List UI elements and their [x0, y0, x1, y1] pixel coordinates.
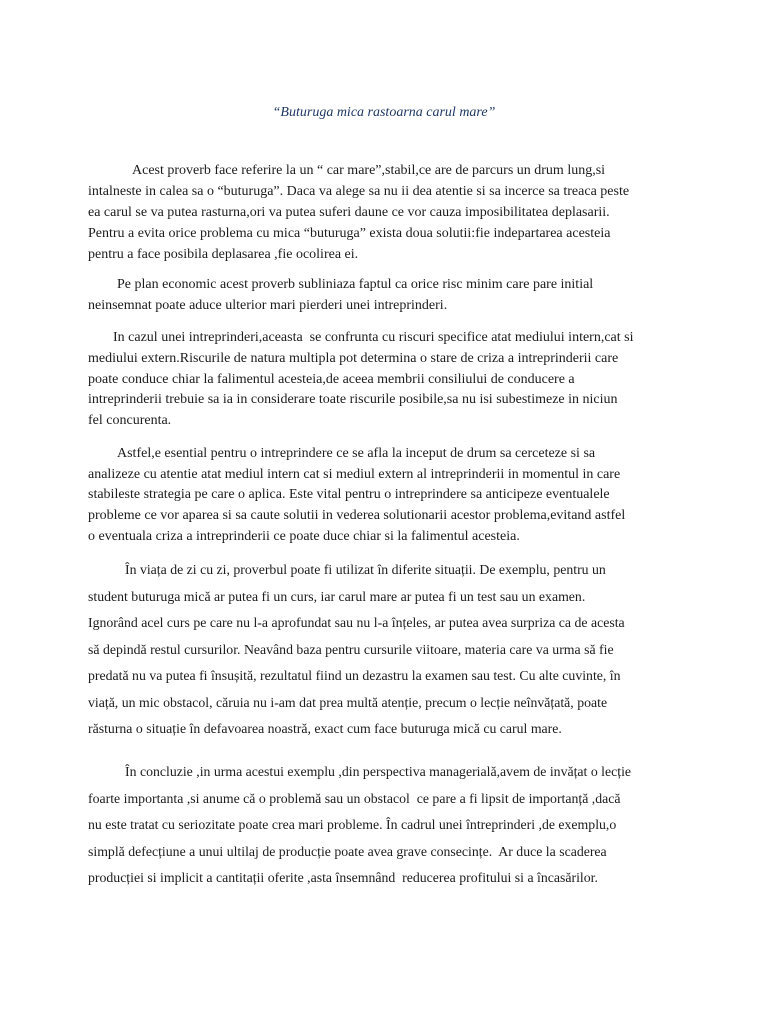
- paragraph-line: Acest proverb face referire la un “ car mare”,stabil,ce are de parcurs un drum lung,si: [132, 163, 606, 178]
- paragraph-line: producției si implicit a cantitații oferite ,asta însemnând reducerea profitului si a încasărilor.: [88, 870, 598, 885]
- paragraph-line: neinsemnat poate aduce ulterior mari pierderi unei intreprinderi.: [88, 297, 448, 313]
- paragraph-line: răsturna o situație în defavoarea noastră, exact cum face buturuga mică cu carul mare.: [88, 721, 562, 736]
- paragraph-line: o eventuala criza a intreprinderii ce poate duce chiar si la falimentul acesteia.: [88, 528, 520, 544]
- document-title: “Buturuga mica rastoarna carul mare”: [272, 105, 496, 120]
- paragraph-line: poate conduce chiar la falimentul acesteia,de aceea membrii consiliului de conducere a: [88, 371, 575, 387]
- paragraph-line: viață, un mic obstacol, căruia nu i-am dat prea multă atenție, precum o lecție neînvățată, poate: [88, 694, 608, 710]
- paragraph-line: Pentru a evita orice problema cu mica “buturuga” exista doua solutii:fie indepartarea acesteia: [88, 226, 611, 241]
- paragraph-6: [88, 759, 728, 892]
- paragraph-line: ea carul se va putea rasturna,ori va putea suferi daune ce vor cauza imposibilitatea deplasarii.: [88, 205, 610, 220]
- paragraph-line: intalneste in calea sa o “buturuga”. Daca va alege sa nu ii dea atentie si sa incerce sa treaca peste: [88, 184, 630, 199]
- paragraph-line: intreprinderii trebuie sa ia in considerare toate riscurile posibile,sa nu isi subestimeze in niciun: [88, 392, 618, 408]
- paragraph-1: [88, 160, 728, 265]
- paragraph-line: pentru a face posibila deplasarea ,fie ocolirea ei.: [88, 247, 359, 262]
- paragraph-line: student buturuga mică ar putea fi un curs, iar carul mare ar putea fi un test sau un examen.: [88, 588, 586, 604]
- paragraph-line: analizeze cu atentie atat mediul intern cat si mediul extern al intreprinderii in momentul in care: [88, 466, 621, 482]
- paragraph-line: nu este tratat cu seriozitate poate crea mari probleme. În cadrul unei întreprinderi ,de exemplu,o: [88, 817, 617, 832]
- paragraph-3: [88, 328, 728, 432]
- paragraph-line: mediului extern.Riscurile de natura multipla pot determina o stare de criza a intreprinderii care: [88, 350, 619, 366]
- paragraph-line: Astfel,e esential pentru o intreprindere ce se afla la inceput de drum sa cerceteze si sa: [117, 446, 596, 461]
- paragraph-line: simplă defecțiune a unui ultilaj de producție poate avea grave consecințe. Ar duce la scaderea: [88, 843, 607, 859]
- paragraph-line: foarte importanta ,si anume că o problemă sau un obstacol ce pare a fi lipsit de importanță ,dacă: [88, 790, 621, 806]
- paragraph-line: stabileste strategia pe care o aplica. Este vital pentru o intreprindere sa anticipeze eventualele: [88, 487, 610, 503]
- paragraph-5: [88, 557, 728, 743]
- paragraph-line: să depindă restul cursurilor. Neavând baza pentru cursurile viitoare, materia care va urma să fie: [88, 641, 614, 657]
- paragraph-line: În viața de zi cu zi, proverbul poate fi utilizat în diferite situații. De exemplu, pentru un: [125, 562, 606, 577]
- paragraph-line: În concluzie ,in urma acestui exemplu ,din perspectiva managerială,avem de invățat o lecție: [125, 764, 632, 779]
- paragraph-line: probleme ce vor aparea si sa caute solutii in vederea solutionarii acestor problema,evitand astfel: [88, 508, 626, 524]
- paragraph-line: In cazul unei intreprinderi,aceasta se confrunta cu riscuri specifice atat mediului intern,cat si: [113, 330, 634, 345]
- paragraph-line: Pe plan economic acest proverb subliniaza faptul ca orice risc minim care pare initial: [117, 277, 594, 292]
- paragraph-line: fel concurenta.: [88, 413, 172, 429]
- paragraph-line: predată nu va putea fi însușită, rezultatul fiind un dezastru la examen sau test. Cu alte cuvinte, în: [88, 668, 621, 683]
- paragraph-4: [88, 444, 728, 548]
- paragraph-line: Ignorând acel curs pe care nu l-a aprofundat sau nu l-a înțeles, ar putea avea surpriza ca de acesta: [88, 615, 625, 630]
- paragraph-2: [88, 275, 728, 316]
